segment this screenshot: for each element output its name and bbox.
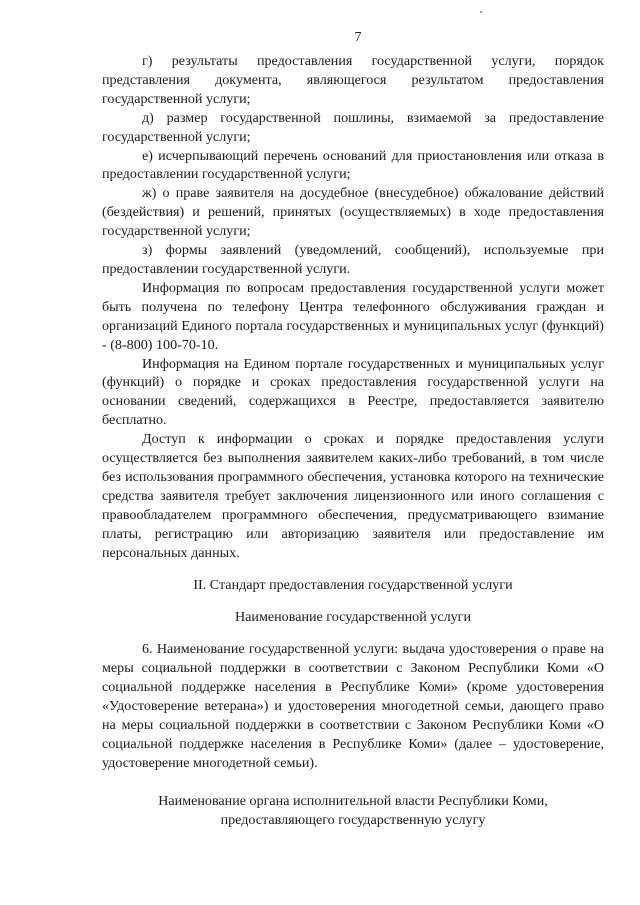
paragraph-item-g: г) результаты предоставления государственной услуги, порядок представления документа, являющегося результатом предоставления государственной услуги; [102,53,604,107]
subheading-organ-line-2: предоставляющего государственную услугу [220,811,486,828]
section-heading: II. Стандарт предоставления государственной услуги [193,577,513,594]
paragraph-portal-info: Информация на Едином портале государственных и муниципальных услуг (функций) о порядке и сроках предоставления государственной услуги на основании сведений, содержащихся в Реестре, предоставляется заявителю бесплатно. [102,355,604,429]
paragraph-item-z: з) формы заявлений (уведомлений, сообщений), используемые при предоставлении государственной услуги. [102,242,604,277]
paragraph-item-d: д) размер государственной пошлины, взимаемой за предоставление государственной услуги; [102,109,604,145]
subheading-organ [102,792,604,830]
paragraph-item-e: е) исчерпывающий перечень оснований для приостановления или отказа в предоставлении государственной услуги; [102,147,604,183]
paragraph-phone-info: Информация по вопросам предоставления государственной услуги может быть получена по телефону Центра телефонного обслуживания граждан и организаций Единого портала государственных и муниципальных услуг (функций) - (8-800) 100-70-10. [102,279,604,353]
page-number: 7 [354,30,362,45]
subheading-service-name: Наименование государственной услуги [234,609,471,626]
scan-speck [480,11,482,13]
paragraph-6: 6. Наименование государственной услуги: выдача удостоверения о праве на меры социальной поддержки в соответствии с Законом Республики Коми «О социальной поддержке населения в Республике Коми» (кроме удостоверения «Удостоверение ветерана») и удостоверения многодетной семьи, дающего право на меры социальной поддержки в соответствии с Законом Республики Коми «О социальной поддержке населения в Республике Коми» (далее – удостоверение, удостоверение многодетной семьи). [102,641,604,771]
paragraph-item-zh: ж) о праве заявителя на досудебное (внесудебное) обжалование действий (бездействия) и решений, принятых (осуществляемых) в ходе предоставления государственной услуги; [102,185,604,240]
subheading-organ-line-1: Наименование органа исполнительной власти Республики Коми, [158,792,548,809]
paragraph-access-info: Доступ к информации о сроках и порядке предоставления услуги осуществляется без выполнения заявителем каких-либо требований, в том числе без использования программного обеспечения, установка которого на технические средства заявителя требует заключения лицензионного или иного соглашения с правообладателем программного обеспечения, предусматривающего взимание платы, регистрацию или авторизацию заявителя или предоставление им персональных данных. [102,431,604,561]
